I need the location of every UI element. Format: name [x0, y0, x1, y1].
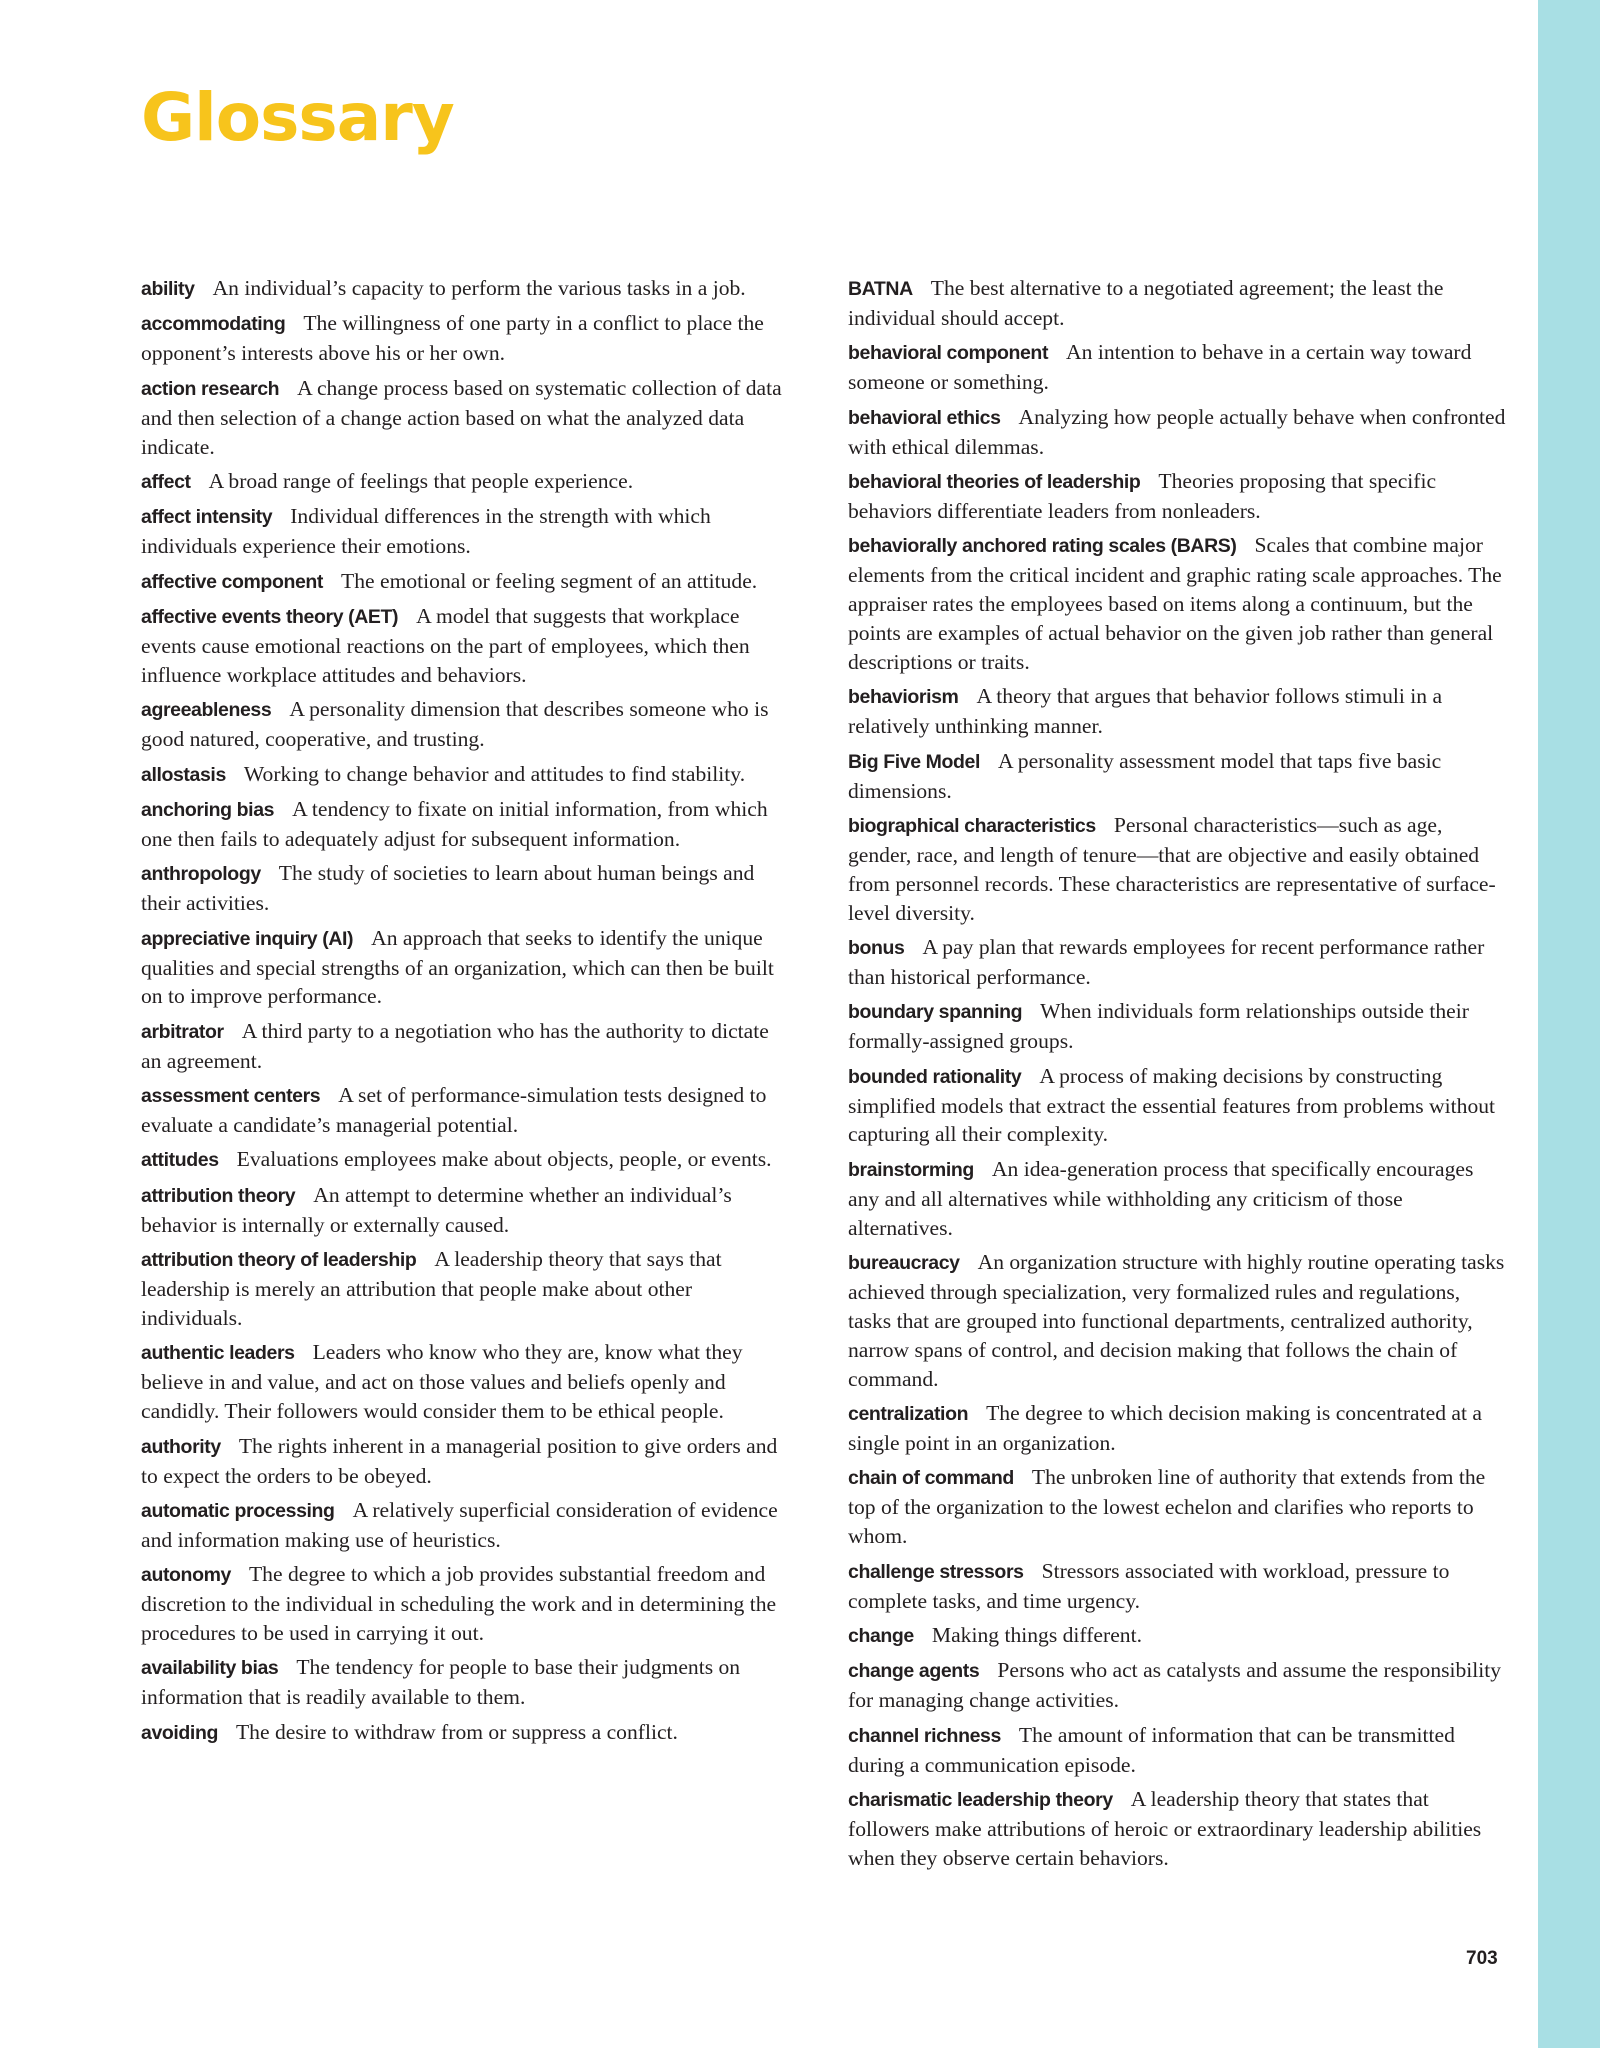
glossary-definition: Working to change behavior and attitudes to find stability.: [243, 761, 746, 786]
glossary-entry: [848, 747, 1508, 806]
glossary-entry: [141, 760, 791, 790]
glossary-definition: The study of societies to learn about human beings and their activities.: [141, 861, 755, 916]
glossary-term: behaviorism: [848, 686, 959, 709]
glossary-definition: Persons who act as catalysts and assume the responsibility for managing change activities.: [848, 1658, 1502, 1713]
glossary-definition: An organization structure with highly routine operating tasks achieved through specialization, very formalized rules and regulations, tasks that are grouped into functional departments, centralized authority, narrow spans of control, and decision making that follows the chain of command.: [848, 1250, 1505, 1391]
glossary-definition: The rights inherent in a managerial position to give orders and to expect the orders to be obeyed.: [141, 1433, 778, 1488]
glossary-term: behaviorally anchored rating scales (BARS): [848, 535, 1237, 558]
glossary-entry: [141, 1145, 791, 1175]
glossary-term: brainstorming: [848, 1158, 974, 1181]
glossary-entry: [848, 1062, 1508, 1150]
glossary-term: behavioral ethics: [848, 406, 1001, 429]
glossary-definition: A broad range of feelings that people experience.: [208, 468, 634, 493]
glossary-entry: [848, 338, 1508, 397]
glossary-term: charismatic leadership theory: [848, 1789, 1113, 1811]
glossary-definition: A set of performance-simulation tests designed to evaluate a candidate’s managerial potential.: [141, 1083, 767, 1138]
glossary-term: affective component: [141, 570, 324, 593]
glossary-term: ability: [141, 278, 195, 300]
glossary-term: boundary spanning: [848, 1001, 1023, 1024]
glossary-term: BATNA: [848, 278, 913, 300]
glossary-entry: [141, 1560, 791, 1648]
glossary-definition: Evaluations employees make about objects, people, or events.: [236, 1147, 772, 1172]
glossary-term: biographical characteristics: [848, 814, 1096, 837]
glossary-term: bonus: [848, 937, 905, 960]
glossary-entry: [141, 502, 791, 561]
glossary-definition: Scales that combine major elements from the critical incident and graphic rating scale approaches. The appraiser rates the employees based on items along a continuum, but the points are examples of actual behavior on the given job rather than general descriptions or traits.: [848, 533, 1502, 674]
glossary-entry: [848, 274, 1508, 333]
glossary-definition: A personality assessment model that taps five basic dimensions.: [848, 748, 1442, 803]
glossary-definition: The willingness of one party in a conflict to place the opponent’s interests above his or her own.: [141, 311, 764, 366]
glossary-entry: [848, 1463, 1508, 1551]
glossary-entry: [848, 682, 1508, 741]
glossary-entry: [141, 859, 791, 918]
glossary-definition: A leadership theory that says that leadership is merely an attribution that people make about other individuals.: [141, 1247, 722, 1330]
glossary-entry: [141, 567, 791, 597]
glossary-term: anthropology: [141, 863, 261, 886]
glossary-term: allostasis: [141, 763, 226, 786]
glossary-definition: A pay plan that rewards employees for recent performance rather than historical performance.: [848, 935, 1485, 989]
glossary-entry: [848, 811, 1508, 928]
glossary-definition: A tendency to fixate on initial information, from which one then fails to adequately adjust for subsequent information.: [141, 797, 768, 851]
glossary-entry: [141, 1181, 791, 1240]
glossary-column-left: [141, 274, 791, 1753]
glossary-term: authentic leaders: [141, 1342, 295, 1365]
glossary-definition: Making things different.: [931, 1622, 1142, 1647]
glossary-entry: [141, 1718, 791, 1748]
glossary-entry: [141, 1496, 791, 1555]
side-color-band: [1538, 0, 1600, 2048]
glossary-term: arbitrator: [141, 1020, 224, 1043]
glossary-entry: [848, 1656, 1508, 1715]
glossary-entry: [141, 1653, 791, 1712]
glossary-definition: Analyzing how people actually behave when confronted with ethical dilemmas.: [848, 404, 1506, 459]
glossary-definition: The desire to withdraw from or suppress a conflict.: [235, 1719, 678, 1744]
glossary-term: Big Five Model: [848, 750, 980, 773]
glossary-entry: [848, 1785, 1508, 1873]
glossary-entry: [848, 531, 1508, 677]
glossary-entry: [848, 403, 1508, 462]
glossary-entry: [848, 1721, 1508, 1780]
glossary-column-right: [848, 274, 1508, 1878]
glossary-definition: An intention to behave in a certain way toward someone or something.: [848, 340, 1472, 395]
glossary-term: attribution theory: [141, 1184, 296, 1207]
glossary-term: affect intensity: [141, 506, 273, 529]
glossary-term: accommodating: [141, 313, 286, 336]
glossary-definition: The amount of information that can be transmitted during a communication episode.: [848, 1722, 1455, 1777]
glossary-entry: [848, 1155, 1508, 1243]
glossary-term: avoiding: [141, 1721, 218, 1744]
glossary-definition: Individual differences in the strength with which individuals experience their emotions.: [141, 504, 711, 559]
glossary-term: behavioral theories of leadership: [848, 470, 1141, 493]
glossary-definition: A personality dimension that describes someone who is good natured, cooperative, and trusting.: [141, 697, 769, 752]
glossary-definition: The emotional or feeling segment of an attitude.: [341, 568, 758, 593]
glossary-definition: Theories proposing that specific behaviors differentiate leaders from nonleaders.: [848, 468, 1437, 523]
glossary-entry: [141, 1081, 791, 1140]
glossary-term: appreciative inquiry (AI): [141, 927, 354, 950]
glossary-entry: [848, 1399, 1508, 1458]
glossary-definition: An individual’s capacity to perform the various tasks in a job.: [212, 276, 746, 300]
glossary-definition: A model that suggests that workplace events cause emotional reactions on the part of employees, which then influence workplace attitudes and behaviors.: [141, 604, 750, 687]
glossary-definition: Stressors associated with workload, pressure to complete tasks, and time urgency.: [848, 1558, 1450, 1613]
glossary-entry: [141, 274, 791, 304]
glossary-entry: [141, 1432, 791, 1491]
glossary-term: change: [848, 1624, 914, 1647]
glossary-entry: [141, 309, 791, 368]
glossary-term: action research: [141, 377, 280, 400]
glossary-definition: Personal characteristics—such as age, gender, race, and length of tenure—that are objective and easily obtained from personnel records. These characteristics are representative of surface-level diversity.: [848, 812, 1496, 925]
glossary-entry: [848, 933, 1508, 992]
glossary-term: chain of command: [848, 1467, 1014, 1490]
glossary-definition: The unbroken line of authority that extends from the top of the organization to the lowest echelon and clarifies who reports to whom.: [848, 1465, 1486, 1549]
glossary-term: challenge stressors: [848, 1560, 1024, 1583]
glossary-term: behavioral component: [848, 342, 1049, 365]
glossary-definition: A leadership theory that states that followers make attributions of heroic or extraordinary leadership abilities when they observe certain behaviors.: [848, 1787, 1482, 1870]
glossary-definition: An attempt to determine whether an individual’s behavior is internally or externally caused.: [141, 1182, 732, 1237]
glossary-entry: [141, 467, 791, 497]
glossary-definition: The degree to which a job provides substantial freedom and discretion to the individual in scheduling the work and in determining the procedures to be used in carrying it out.: [141, 1562, 777, 1646]
glossary-entry: [141, 924, 791, 1012]
glossary-definition: When individuals form relationships outside their formally-assigned groups.: [848, 999, 1469, 1054]
glossary-term: attribution theory of leadership: [141, 1249, 417, 1272]
glossary-definition: A change process based on systematic collection of data and then selection of a change action based on what the analyzed data indicate.: [141, 375, 782, 459]
glossary-entry: [141, 1245, 791, 1333]
glossary-entry: [848, 1621, 1508, 1651]
glossary-definition: An approach that seeks to identify the unique qualities and special strengths of an organization, which can then be built on to improve performance.: [141, 925, 774, 1009]
glossary-definition: The tendency for people to base their judgments on information that is readily available to them.: [141, 1655, 741, 1710]
glossary-term: attitudes: [141, 1149, 219, 1172]
glossary-term: bounded rationality: [848, 1065, 1022, 1088]
glossary-term: availability bias: [141, 1657, 279, 1680]
glossary-definition: A third party to a negotiation who has the authority to dictate an agreement.: [141, 1018, 769, 1073]
glossary-entry: [141, 695, 791, 754]
glossary-term: autonomy: [141, 1564, 231, 1587]
glossary-entry: [141, 1017, 791, 1076]
glossary-entry: [141, 1338, 791, 1426]
glossary-entry: [141, 602, 791, 690]
glossary-term: agreeableness: [141, 699, 272, 722]
glossary-entry: [848, 997, 1508, 1056]
glossary-definition: The degree to which decision making is concentrated at a single point in an organization.: [848, 1401, 1482, 1456]
glossary-definition: An idea-generation process that specifically encourages any and all alternatives while withholding any criticism of those alternatives.: [848, 1156, 1474, 1240]
glossary-definition: A relatively superficial consideration of evidence and information making use of heuristics.: [141, 1497, 778, 1552]
glossary-definition: Leaders who know who they are, know what they believe in and value, and act on those values and beliefs openly and candidly. Their followers would consider them to be ethical people.: [141, 1340, 743, 1424]
glossary-term: affect: [141, 470, 191, 493]
glossary-entry: [848, 467, 1508, 526]
glossary-term: affective events theory (AET): [141, 606, 399, 629]
glossary-entry: [848, 1248, 1508, 1394]
glossary-term: bureaucracy: [848, 1252, 960, 1275]
glossary-term: assessment centers: [141, 1085, 321, 1108]
glossary-entry: [848, 1557, 1508, 1616]
page-number: 703: [1466, 1948, 1498, 1969]
glossary-term: centralization: [848, 1403, 969, 1426]
glossary-definition: A process of making decisions by constructing simplified models that extract the essential features from problems without capturing all their complexity.: [848, 1063, 1496, 1147]
glossary-entry: [141, 374, 791, 462]
glossary-term: channel richness: [848, 1724, 1001, 1747]
glossary-definition: The best alternative to a negotiated agreement; the least the individual should accept.: [848, 276, 1444, 330]
glossary-definition: A theory that argues that behavior follows stimuli in a relatively unthinking manner.: [848, 684, 1443, 739]
glossary-term: authority: [141, 1435, 221, 1458]
glossary-entry: [141, 795, 791, 854]
glossary-term: anchoring bias: [141, 799, 275, 821]
glossary-term: change agents: [848, 1660, 980, 1683]
page-title: Glossary: [141, 79, 454, 156]
glossary-term: automatic processing: [141, 1499, 335, 1522]
